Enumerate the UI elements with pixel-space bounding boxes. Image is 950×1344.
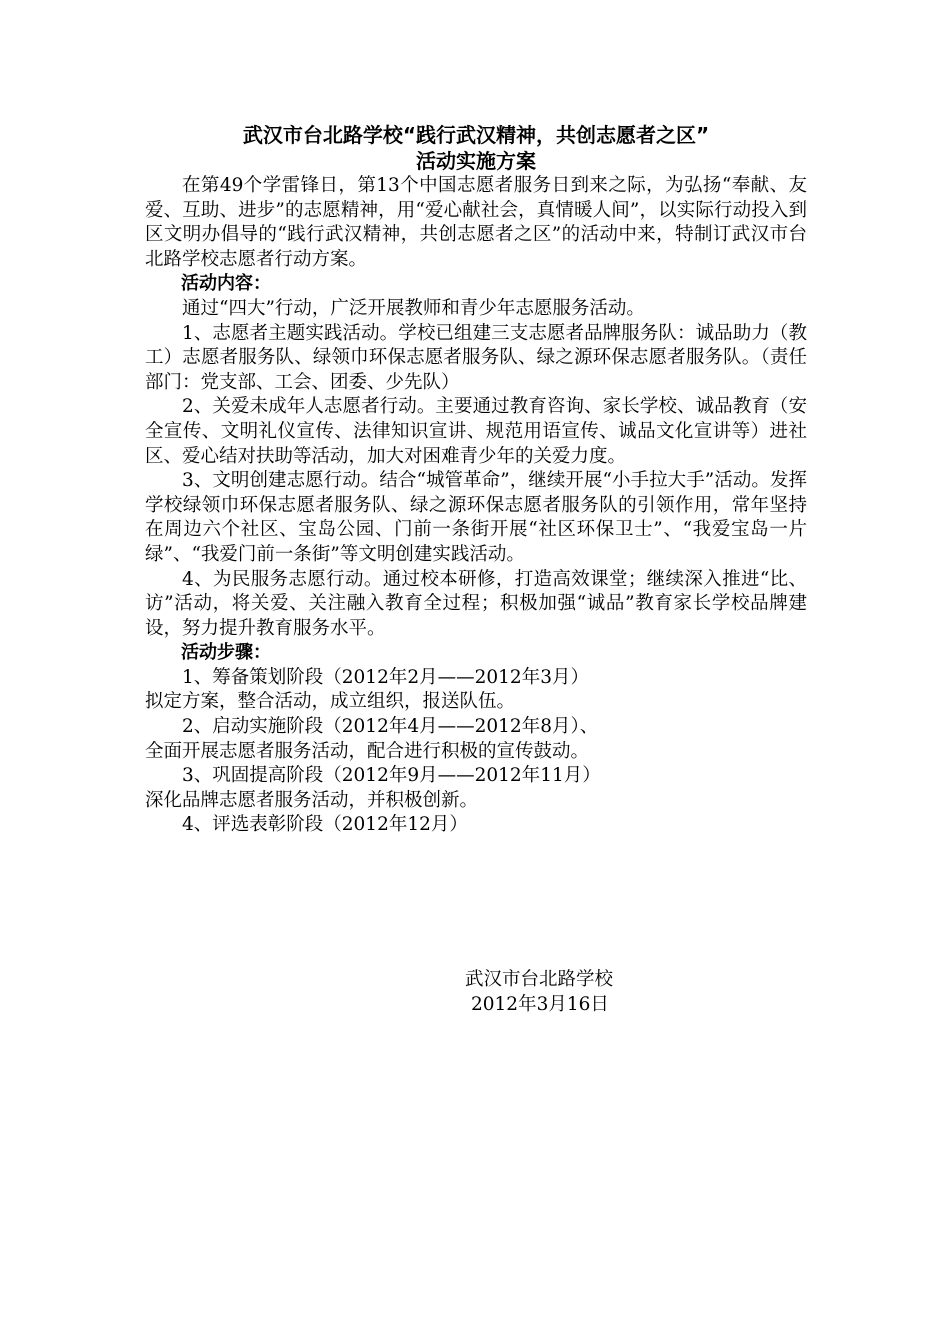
content-item-4: 4、为民服务志愿行动。通过校本研修，打造高效课堂；继续深入推进“比、访”活动，将关爱、关注融入教育全过程；积极加强“诚品”教育家长学校品牌建设，努力提升教育服务水平。	[145, 568, 807, 639]
step-4-stage: 4、评选表彰阶段（2012年12月）	[182, 814, 468, 836]
content-intro: 通过“四大”行动，广泛开展教师和青少年志愿服务活动。	[182, 297, 645, 319]
step-2-stage: 2、启动实施阶段（2012年4月——2012年8月）、	[182, 716, 599, 738]
step-1-stage: 1、筹备策划阶段（2012年2月——2012年3月）	[182, 666, 589, 688]
document-body	[145, 122, 807, 838]
content-item-3: 3、文明创建志愿行动。结合“城管革命”，继续开展“小手拉大手”活动。发挥学校绿领巾环保志愿者服务队、绿之源环保志愿者服务队的引领作用，常年坚持在周边六个社区、宝岛公园、门前一条街开展“社区环保卫士”、“我爱宝岛一片绿”、“我爱门前一条街”等文明创建实践活动。	[145, 470, 807, 565]
content-item-1: 1、志愿者主题实践活动。学校已组建三支志愿者品牌服务队：诚品助力（教工）志愿者服务队、绿领巾环保志愿者服务队、绿之源环保志愿者服务队。（责任部门：党支部、工会、团委、少先队）	[145, 322, 807, 393]
content-item-2: 2、关爱未成年人志愿者行动。主要通过教育咨询、家长学校、诚品教育（安全宣传、文明礼仪宣传、法律知识宣讲、规范用语宣传、诚品文化宣讲等）进社区、爱心结对扶助等活动，加大对困难青少年的关爱力度。	[145, 396, 807, 467]
document-title-line1: 武汉市台北路学校“践行武汉精神，共创志愿者之区”	[242, 123, 710, 147]
signature-school: 武汉市台北路学校	[465, 969, 614, 990]
intro-paragraph: 在第49个学雷锋日，第13个中国志愿者服务日到来之际，为弘扬“奉献、友爱、互助、进步”的志愿精神，用“爱心献社会，真情暖人间”，以实际行动投入到区文明办倡导的“践行武汉精神，共创志愿者之区”的活动中来，特制订武汉市台北路学校志愿者行动方案。	[145, 175, 807, 270]
steps-heading: 活动步骤：	[181, 642, 271, 664]
step-3-stage: 3、巩固提高阶段（2012年9月——2012年11月）	[182, 765, 601, 787]
content-heading: 活动内容：	[181, 273, 271, 295]
step-1-detail: 拟定方案，整合活动，成立组织，报送队伍。	[145, 691, 516, 713]
step-3-detail: 深化品牌志愿者服务活动，并积极创新。	[145, 789, 479, 811]
step-2-detail: 全面开展志愿者服务活动，配合进行积极的宣传鼓动。	[145, 740, 590, 762]
signature-block	[145, 968, 807, 1017]
signature-date: 2012年3月16日	[471, 993, 609, 1015]
document-title-line2: 活动实施方案	[416, 149, 536, 173]
